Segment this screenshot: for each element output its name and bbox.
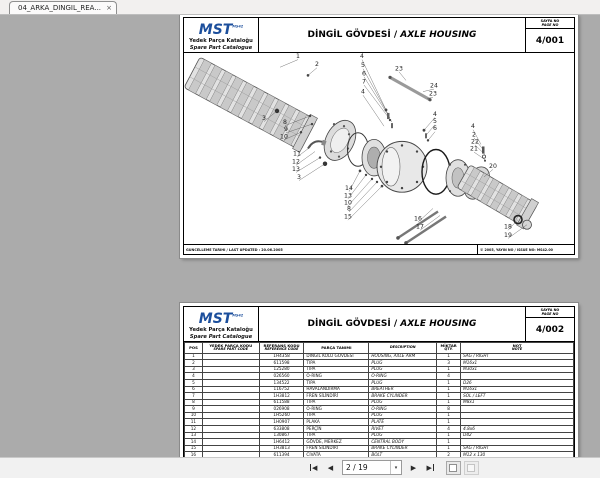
table-row — [185, 419, 574, 426]
table-cell — [202, 432, 259, 439]
table-cell: 1 — [437, 412, 461, 419]
diagram-svg — [184, 53, 574, 244]
table-cell: SAĞ / RIGHT — [461, 445, 574, 452]
callout-number: 23 — [395, 65, 403, 73]
last-page-icon: ▶ — [426, 463, 432, 472]
callout-number: 5 — [361, 62, 365, 70]
table-cell: O-RING — [304, 373, 369, 380]
table-row — [185, 399, 574, 406]
page-title-en: AXLE HOUSING — [400, 30, 477, 40]
table-cell: 4 — [437, 373, 461, 380]
callout-number: 13 — [344, 192, 352, 200]
view-history-buttons — [446, 461, 479, 475]
callout-number: 4 — [360, 53, 364, 61]
first-page-icon: ◀ — [312, 463, 318, 472]
document-tab[interactable] — [9, 1, 117, 14]
table-cell: 1H0907 — [259, 419, 304, 426]
callout-leader-line — [348, 186, 382, 220]
mst-logo-sup: MS42 — [232, 24, 244, 29]
callout-leader-line — [280, 60, 298, 68]
table-cell: TIPA — [304, 412, 369, 419]
callout-number: 24 — [430, 82, 438, 90]
last-updated-text: GÜNCELLEME TARİHİ / LAST UPDATED : 20.06.2005 — [186, 247, 283, 252]
table-cell: M16x1 — [461, 360, 574, 367]
table-header-row — [185, 343, 574, 354]
table-cell — [461, 439, 574, 446]
col-part-name-tr: PARÇA TANIMI — [304, 343, 369, 354]
callout-number: 16 — [414, 215, 422, 223]
table-cell: 14 — [185, 439, 203, 446]
page-1-frame — [183, 17, 575, 255]
table-cell: 4 — [437, 426, 461, 433]
table-cell — [202, 419, 259, 426]
callout-number: 12 — [292, 158, 300, 166]
document-viewer[interactable] — [0, 14, 600, 458]
table-cell: CENTRAL BODY — [369, 439, 437, 446]
mst-logo-sup-2: MS42 — [232, 313, 244, 318]
table-cell: 8 — [437, 406, 461, 413]
callout-number: 14 — [345, 185, 353, 193]
table-cell: M8x1 — [461, 399, 574, 406]
table-cell: 026560 — [259, 373, 304, 380]
table-cell: 125280 — [259, 366, 304, 373]
previous-page-icon: ◀ — [327, 463, 334, 472]
callout-number: 5 — [433, 118, 437, 126]
table-cell — [202, 360, 259, 367]
table-cell — [202, 399, 259, 406]
table-cell — [202, 406, 259, 413]
table-cell: 611598 — [259, 360, 304, 367]
table-cell: O-RING — [369, 406, 437, 413]
callout-leader-line — [363, 69, 388, 114]
issue-no-text: © 2005, YAYIN NO / ISSUE NO: MS42.00 — [477, 245, 574, 254]
callout-number: 10 — [344, 199, 352, 207]
table-cell: 611394 — [259, 452, 304, 458]
table-cell: 2 — [185, 360, 203, 367]
table-cell: 1 — [437, 379, 461, 386]
table-cell: 4 — [185, 373, 203, 380]
left-axle-tube — [184, 55, 317, 152]
table-cell: M12 x 130 — [461, 452, 574, 458]
table-cell: DİNGİL KOLU GÖVDESİ — [304, 353, 369, 360]
table-cell: BRAKE CYLINDER — [369, 445, 437, 452]
last-page-button[interactable] — [423, 461, 438, 475]
table-cell: 13 — [185, 432, 203, 439]
table-cell — [202, 439, 259, 446]
mst-logo-2 — [184, 307, 259, 341]
callout-leader-line — [399, 72, 406, 81]
page-2 — [180, 303, 578, 458]
callout-number: 4 — [471, 123, 475, 131]
table-cell: 6 — [185, 386, 203, 393]
table-cell: SOL / LEFT — [461, 393, 574, 400]
table-cell: TIPA — [304, 399, 369, 406]
logo-subtitle-en-2: Spare Part Catalogue — [189, 333, 253, 340]
table-cell: 116752 — [259, 386, 304, 393]
table-cell: D26 — [461, 379, 574, 386]
col-note: NOT NOTE — [461, 343, 574, 354]
page-title-tr: DİNGİL GÖVDESİ — [307, 30, 391, 40]
next-page-icon: ▶ — [410, 463, 417, 472]
table-cell: TIPA — [304, 432, 369, 439]
callout-number: 8 — [347, 205, 351, 213]
col-pos: POS — [185, 343, 203, 354]
callout-number: 6 — [433, 125, 437, 133]
col-spare-part-code: YEDEK PARÇA KODU SPARE PART CODE — [202, 343, 259, 354]
page-number-box-2 — [525, 307, 574, 341]
col-reference-code: REFERANS KODU REFERENCE CODE — [259, 343, 304, 354]
logo-subtitle-tr: Yedek Parça Kataloğu — [189, 38, 253, 44]
table-row — [185, 353, 574, 360]
table-cell: 3 — [437, 360, 461, 367]
table-row — [185, 412, 574, 419]
callout-number: 22 — [471, 138, 479, 146]
central-body — [377, 141, 427, 192]
table-cell: BOLT — [369, 452, 437, 458]
callout-number: 2 — [472, 131, 476, 139]
table-cell: FREN SİLİNDİRİ — [304, 393, 369, 400]
table-cell — [202, 386, 259, 393]
table-cell — [202, 426, 259, 433]
table-cell: 16 — [185, 452, 203, 458]
table-cell — [202, 445, 259, 452]
callout-number: 4 — [433, 110, 437, 119]
table-cell: M16x1 — [461, 386, 574, 393]
page-number-input[interactable] — [342, 460, 402, 475]
table-cell: 134522 — [259, 379, 304, 386]
table-cell — [202, 379, 259, 386]
callout-number: 13 — [292, 165, 300, 173]
callout-number: 6 — [362, 70, 366, 78]
table-row — [185, 406, 574, 413]
callout-leader-line — [299, 164, 325, 181]
callout-number: 9 — [284, 126, 288, 134]
table-row — [185, 360, 574, 367]
callout-number: 23 — [429, 90, 437, 98]
callout-number: 3 — [262, 115, 266, 123]
page-title-2 — [259, 307, 525, 341]
hose — [308, 141, 324, 148]
page-title-en-2: AXLE HOUSING — [400, 319, 477, 329]
table-cell: 1 — [437, 393, 461, 400]
table-cell — [202, 353, 259, 360]
table-cell: 7 — [185, 393, 203, 400]
callout-leader-line — [308, 68, 317, 76]
col-qty: MİKTAR QTY. — [437, 343, 461, 354]
table-row — [185, 439, 574, 446]
table-cell: PLATE — [369, 419, 437, 426]
callout-number: 18 — [504, 223, 512, 231]
table-cell: TIPA — [304, 360, 369, 367]
table-cell — [202, 393, 259, 400]
table-cell: 5 — [185, 379, 203, 386]
callout-leader-line — [364, 85, 392, 122]
next-view-icon[interactable] — [464, 461, 479, 475]
page-1-header — [184, 18, 574, 53]
table-cell: CIVATA — [304, 452, 369, 458]
table-cell: 1 — [437, 386, 461, 393]
table-cell: D42 — [461, 432, 574, 439]
table-cell: 1H5260 — [259, 412, 304, 419]
table-cell: 1H4358 — [259, 353, 304, 360]
callout-leader-line — [349, 182, 377, 212]
page-title-sep: / — [390, 30, 401, 40]
table-row — [185, 445, 574, 452]
close-icon[interactable]: × — [106, 3, 112, 12]
page-number-input-value: 2 / 19 — [346, 463, 368, 472]
mst-logo-text: MST — [198, 22, 233, 38]
table-cell: 1H6412 — [259, 439, 304, 446]
callout-number: 15 — [344, 213, 352, 221]
breather-pipe — [388, 76, 431, 102]
page-navigation — [306, 460, 479, 475]
page-1 — [180, 14, 578, 258]
table-cell: 1 — [437, 399, 461, 406]
table-cell: 1 — [437, 439, 461, 446]
page-title-sep-2: / — [390, 319, 401, 329]
previous-page-button[interactable] — [323, 461, 338, 475]
page-number-label-en-2: PAGE NO — [541, 312, 559, 316]
page-title — [259, 18, 525, 52]
table-cell: PLUG — [369, 366, 437, 373]
table-cell: TIPA — [304, 379, 369, 386]
table-cell — [461, 373, 574, 380]
mst-logo-text-2: MST — [198, 311, 233, 327]
callout-number: 19 — [504, 231, 512, 239]
table-cell: BREATHER — [369, 386, 437, 393]
table-cell: 1H3813 — [259, 445, 304, 452]
table-cell: HOUSING, AXLE ARM — [369, 353, 437, 360]
table-cell: 1H3812 — [259, 393, 304, 400]
table-cell: PLAKA — [304, 419, 369, 426]
callout-number: 8 — [283, 119, 287, 127]
callout-number: 10 — [280, 133, 288, 141]
table-cell: PLUG — [369, 379, 437, 386]
table-row — [185, 426, 574, 433]
table-cell — [461, 406, 574, 413]
table-cell: O-RING — [304, 406, 369, 413]
table-cell: SAĞ / RIGHT — [461, 353, 574, 360]
callout-number: 20 — [489, 162, 497, 170]
col-description: DESCRIPTION — [369, 343, 437, 354]
parts-table-body — [185, 353, 574, 458]
logo-subtitle-en: Spare Part Catalogue — [189, 44, 253, 51]
table-cell: 12 — [185, 426, 203, 433]
table-cell — [202, 412, 259, 419]
table-cell — [461, 412, 574, 419]
table-cell: 633808 — [259, 426, 304, 433]
table-cell: 1 — [437, 353, 461, 360]
page-title-tr-2: DİNGİL GÖVDESİ — [307, 319, 391, 329]
next-page-button[interactable] — [406, 461, 421, 475]
table-cell: TIPA — [304, 366, 369, 373]
callout-number: 2 — [315, 61, 319, 69]
table-cell — [202, 366, 259, 373]
table-cell: 611588 — [259, 399, 304, 406]
chevron-down-icon[interactable]: ▾ — [390, 461, 401, 474]
tab-bar — [0, 0, 600, 15]
table-cell: PLUG — [369, 399, 437, 406]
table-cell: 10 — [185, 412, 203, 419]
bottom-toolbar — [0, 457, 600, 478]
table-row — [185, 366, 574, 373]
page-number-value: 4/001 — [535, 35, 565, 46]
table-cell: GÖVDE, MERKEZ — [304, 439, 369, 446]
left-flange — [318, 115, 362, 166]
document-tab-label: 04_ARKA_DINGIL_REA... — [18, 4, 102, 12]
callout-number: 17 — [416, 223, 424, 231]
table-cell: M30x1 — [461, 366, 574, 373]
callout-number: 7 — [362, 78, 366, 86]
table-cell — [202, 373, 259, 380]
callout-number: 1 — [296, 53, 300, 61]
table-row — [185, 379, 574, 386]
table-cell: PLUG — [369, 432, 437, 439]
table-cell: 2 — [437, 452, 461, 458]
table-cell: 1 — [437, 366, 461, 373]
page-number-label-en: PAGE NO — [541, 23, 559, 27]
first-page-button[interactable] — [306, 461, 321, 475]
table-row — [185, 393, 574, 400]
table-cell: 4.8x6 — [461, 426, 574, 433]
page-number-label-tr: SAYFA NO — [540, 19, 560, 23]
page-number-labels-2 — [526, 307, 574, 318]
page-number-box — [525, 18, 574, 52]
page-number-label-tr-2: SAYFA NO — [540, 308, 560, 312]
table-cell: PLUG — [369, 360, 437, 367]
table-cell: HAVALANDIRMA — [304, 386, 369, 393]
table-cell: PLUG — [369, 412, 437, 419]
table-cell — [461, 419, 574, 426]
table-row — [185, 432, 574, 439]
page-number-labels — [526, 18, 574, 29]
parts-table-wrap — [184, 342, 574, 458]
exploded-diagram — [184, 53, 574, 244]
table-cell: 15 — [185, 445, 203, 452]
callout-leader-line — [364, 77, 390, 118]
page-1-footer — [184, 244, 574, 254]
table-cell: 1 — [437, 432, 461, 439]
previous-view-icon[interactable] — [446, 461, 461, 475]
table-cell: PERÇİN — [304, 426, 369, 433]
callout-leader-line — [363, 95, 384, 126]
page-2-header — [184, 307, 574, 342]
callout-number: 3 — [297, 173, 301, 181]
table-cell: 8 — [185, 399, 203, 406]
callout-number: 4 — [361, 88, 365, 96]
table-cell: O-RING — [369, 373, 437, 380]
parts-table — [184, 342, 574, 458]
table-cell: 3 — [185, 366, 203, 373]
table-cell: RIVET — [369, 426, 437, 433]
page-number-value-2: 4/002 — [535, 324, 565, 335]
table-cell: 1 — [437, 419, 461, 426]
logo-subtitle-tr-2: Yedek Parça Kataloğu — [189, 327, 253, 333]
table-cell: 9 — [185, 406, 203, 413]
table-row — [185, 386, 574, 393]
table-cell: BRAKE CYLINDER — [369, 393, 437, 400]
table-row — [185, 373, 574, 380]
mst-logo — [184, 18, 259, 52]
table-cell: 1 — [185, 353, 203, 360]
table-cell: 11 — [185, 419, 203, 426]
table-cell: 026908 — [259, 406, 304, 413]
table-cell: 130867 — [259, 432, 304, 439]
callout-number: 21 — [470, 145, 478, 153]
page-2-frame — [183, 306, 575, 458]
callout-leader-line — [428, 132, 435, 141]
table-cell: 1 — [437, 445, 461, 452]
callout-number: 11 — [293, 150, 301, 158]
table-cell: FREN SİLİNDİRİ — [304, 445, 369, 452]
